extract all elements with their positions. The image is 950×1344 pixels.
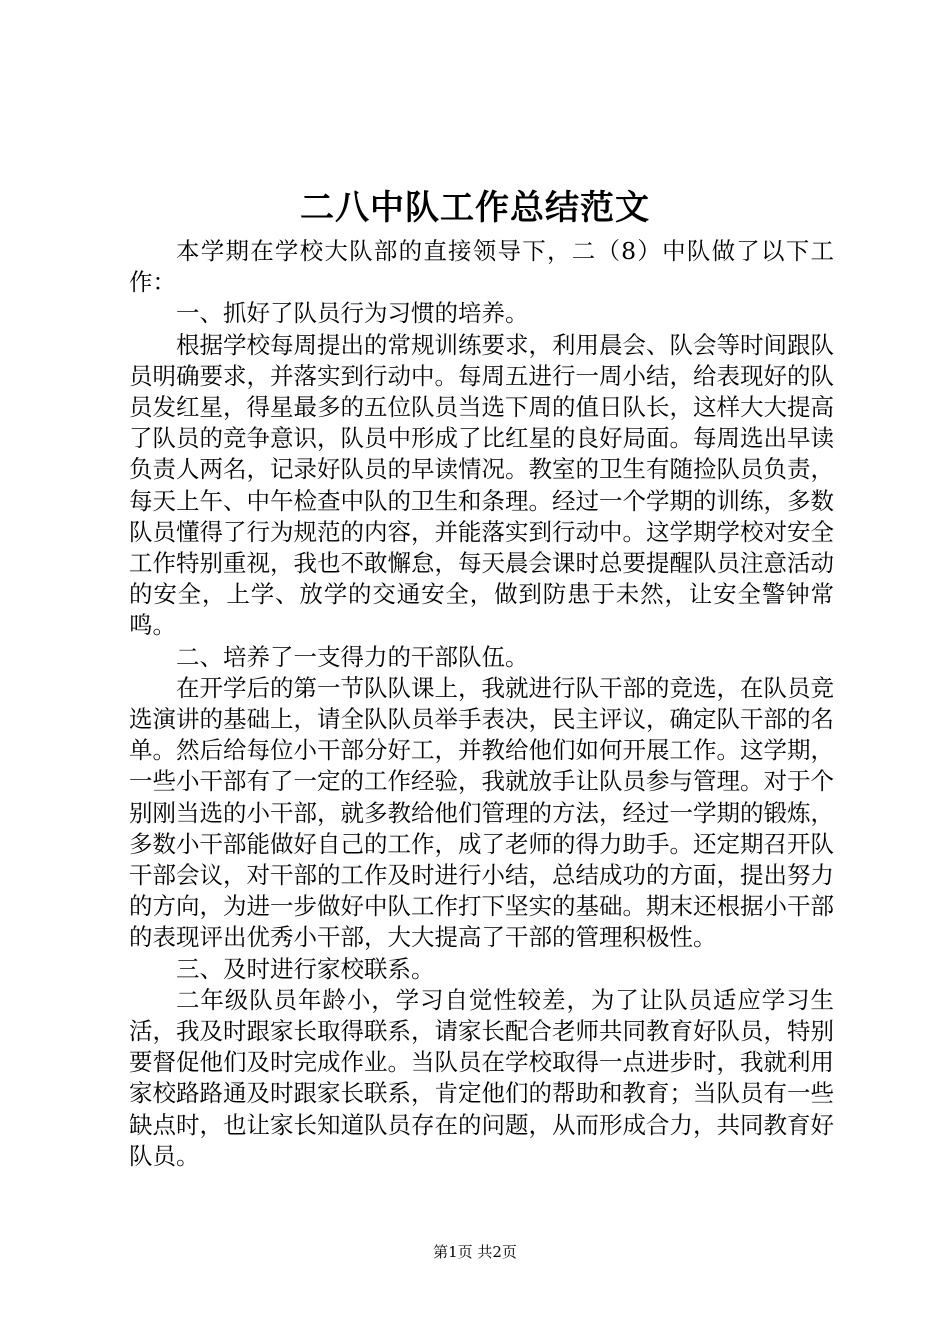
document-title: 二八中队工作总结范文 <box>300 188 650 228</box>
section-heading-3: 三、及时进行家校联系。 <box>176 954 435 983</box>
section-heading-2: 二、培养了一支得力的干部队伍。 <box>176 642 529 671</box>
paragraph-intro: 本学期在学校大队部的直接领导下，二（8）中队做了以下工作： <box>129 237 834 297</box>
paragraph-section-3: 二年级队员年龄小，学习自觉性较差，为了让队员适应学习生活，我及时跟家长取得联系，请家长配合老师共同教育好队员，特别要督促他们及时完成作业。当队员在学校取得一点进步时，我就利用家校路路通及时跟家长联系，肯定他们的帮助和教育；当队员有一些缺点时，也让家长知道队员存在的问题，从而形成合力，共同教育好队员。 <box>129 985 834 1170</box>
paragraph-section-2: 在开学后的第一节队队课上，我就进行队干部的竞选，在队员竞选演讲的基础上，请全队队员举手表决，民主评议，确定队干部的名单。然后给每位小干部分好工，并教给他们如何开展工作。这学期，一些小干部有了一定的工作经验，我就放手让队员参与管理。对于个别刚当选的小干部，就多教给他们管理的方法，经过一学期的锻炼，多数小干部能做好自己的工作，成了老师的得力助手。还定期召开队干部会议，对干部的工作及时进行小结，总结成功的方面，提出努力的方向，为进一步做好中队工作打下坚实的基础。期末还根据小干部的表现评出优秀小干部，大大提高了干部的管理积极性。 <box>129 673 834 952</box>
paragraph-section-1: 根据学校每周提出的常规训练要求，利用晨会、队会等时间跟队员明确要求，并落实到行动中。每周五进行一周小结，给表现好的队员发红星，得星最多的五位队员当选下周的值日队长，这样大大提高了队员的竞争意识，队员中形成了比红星的良好局面。每周选出早读负责人两名，记录好队员的早读情况。教室的卫生有随捡队员负责，每天上午、中午检查中队的卫生和条理。经过一个学期的训练，多数队员懂得了行为规范的内容，并能落实到行动中。这学期学校对安全工作特别重视，我也不敢懈怠，每天晨会课时总要提醒队员注意活动的安全，上学、放学的交通安全，做到防患于未然，让安全警钟常鸣。 <box>129 330 834 640</box>
page-number-footer: 第1页 共2页 <box>433 1243 517 1261</box>
document-body <box>129 236 834 1172</box>
section-heading-1: 一、抓好了队员行为习惯的培养。 <box>176 299 529 328</box>
